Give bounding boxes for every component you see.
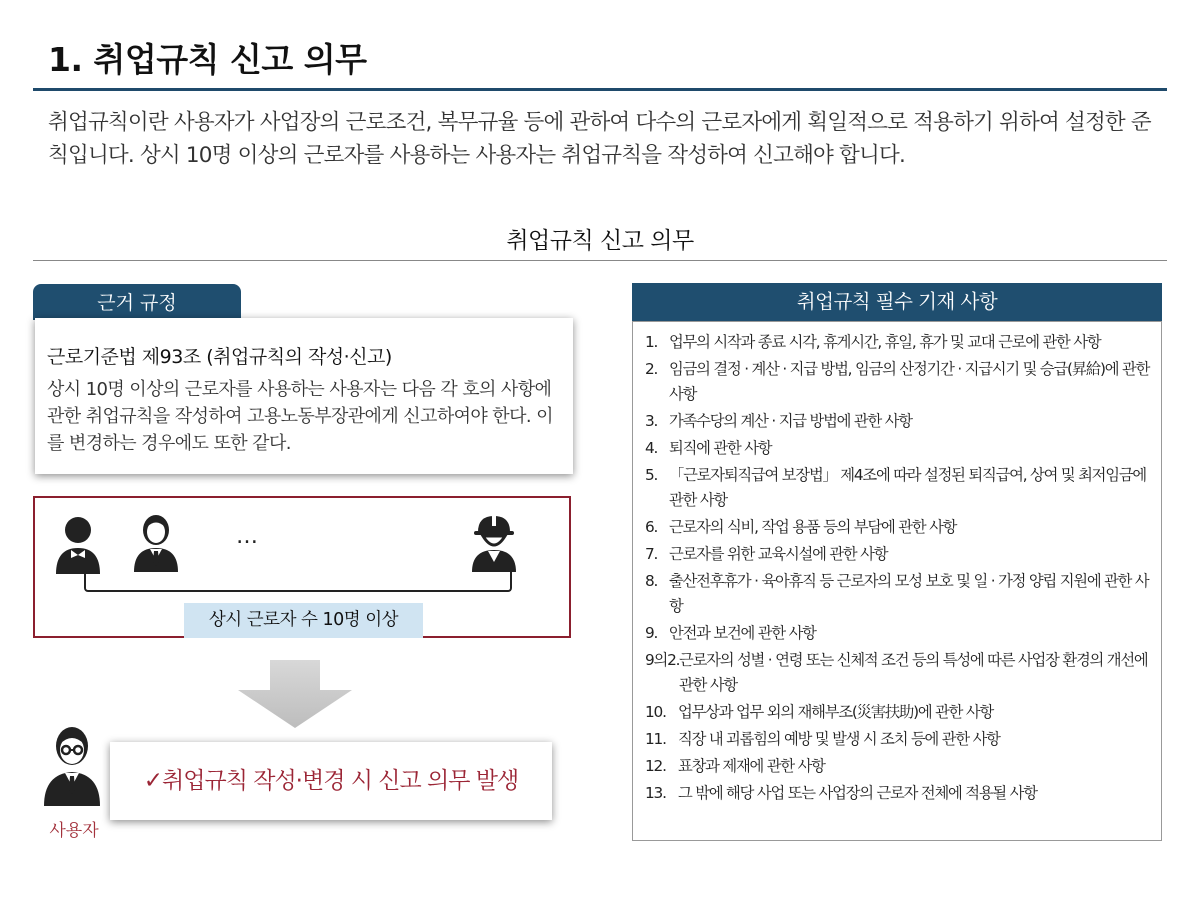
requirement-number: 13. <box>645 784 666 802</box>
requirements-header: 취업규칙 필수 기재 사항 <box>632 283 1162 321</box>
law-title: 근로기준법 제93조 (취업규칙의 작성·신고) <box>47 346 392 368</box>
duty-callout: ✓취업규칙 작성·변경 시 신고 의무 발생 <box>110 742 552 820</box>
requirement-item <box>645 621 1157 646</box>
section-divider <box>33 260 1167 261</box>
requirement-item <box>645 409 1157 434</box>
requirement-text: 안전과 보건에 관한 사항 <box>669 624 816 642</box>
requirement-item <box>645 357 1157 407</box>
construction-worker-icon <box>466 510 522 574</box>
requirement-number: 9의2. <box>645 651 680 669</box>
title-divider <box>33 88 1167 91</box>
requirement-item <box>645 515 1157 540</box>
employer-label: 사용자 <box>49 821 99 841</box>
requirement-item <box>645 754 1157 779</box>
requirement-item <box>645 463 1157 513</box>
person-suit-icon <box>128 510 184 574</box>
requirement-item <box>645 727 1157 752</box>
requirement-text: 업무상과 업무 외의 재해부조(災害扶助)에 관한 사항 <box>678 703 994 721</box>
requirement-text: 출산전후휴가 · 육아휴직 등 근로자의 모성 보호 및 일 · 가정 양립 지원에 관한 사항 <box>669 572 1149 615</box>
requirement-number: 12. <box>645 757 666 775</box>
requirement-number: 3. <box>645 412 658 430</box>
law-box <box>35 318 573 474</box>
requirement-text: 표창과 제재에 관한 사항 <box>678 757 825 775</box>
page-title: 1. 취업규칙 신고 의무 <box>48 40 367 79</box>
intro-paragraph: 취업규칙이란 사용자가 사업장의 근로조건, 복무규율 등에 관하여 다수의 근로자에게 획일적으로 적용하기 위하여 설정한 준칙입니다. 상시 10명 이상의 근로자를 사용하는 사용자는 취업규칙을 작성하여 신고해야 합니다. <box>48 110 1151 168</box>
ellipsis: … <box>236 524 260 549</box>
requirement-item <box>645 569 1157 619</box>
employer-glasses-icon <box>40 724 104 808</box>
requirement-number: 5. <box>645 466 658 484</box>
person-bowtie-icon <box>50 512 106 576</box>
requirement-number: 7. <box>645 545 658 563</box>
requirement-item <box>645 648 1157 698</box>
requirement-text: 근로자의 성별 · 연령 또는 신체적 조건 등의 특성에 따른 사업장 환경의 개선에 관한 사항 <box>679 651 1148 694</box>
requirement-number: 4. <box>645 439 658 457</box>
requirement-number: 11. <box>645 730 666 748</box>
requirement-number: 9. <box>645 624 658 642</box>
requirement-text: 「근로자퇴직급여 보장법」 제4조에 따라 설정된 퇴직급여, 상여 및 최저임금에 관한 사항 <box>669 466 1146 509</box>
requirement-number: 8. <box>645 572 658 590</box>
requirement-text: 직장 내 괴롭힘의 예방 및 발생 시 조치 등에 관한 사항 <box>678 730 1000 748</box>
requirement-text: 퇴직에 관한 사항 <box>669 439 772 457</box>
requirement-number: 10. <box>645 703 666 721</box>
requirement-number: 1. <box>645 333 658 351</box>
requirement-text: 업무의 시작과 종료 시각, 휴게시간, 휴일, 휴가 및 교대 근로에 관한 사항 <box>669 333 1101 351</box>
requirement-item <box>645 700 1157 725</box>
requirement-text: 임금의 결정 · 계산 · 지급 방법, 임금의 산정기간 · 지급시기 및 승급(昇給)에 관한 사항 <box>669 360 1150 403</box>
section-title: 취업규칙 신고 의무 <box>506 228 694 254</box>
requirement-item <box>645 330 1157 355</box>
requirement-text: 근로자를 위한 교육시설에 관한 사항 <box>669 545 888 563</box>
requirement-text: 그 밖에 해당 사업 또는 사업장의 근로자 전체에 적용될 사항 <box>678 784 1037 802</box>
condition-label: 상시 근로자 수 10명 이상 <box>184 603 423 638</box>
requirement-item <box>645 542 1157 567</box>
requirement-number: 2. <box>645 360 658 378</box>
down-arrow-icon <box>238 660 352 732</box>
requirement-item <box>645 781 1157 806</box>
requirement-text: 가족수당의 계산 · 지급 방법에 관한 사항 <box>669 412 912 430</box>
requirement-number: 6. <box>645 518 658 536</box>
requirements-list <box>645 330 1157 808</box>
basis-tab: 근거 규정 <box>33 284 241 320</box>
group-bracket <box>84 576 512 592</box>
requirement-text: 근로자의 식비, 작업 용품 등의 부담에 관한 사항 <box>669 518 957 536</box>
requirements-box <box>632 321 1162 841</box>
law-text: 상시 10명 이상의 근로자를 사용하는 사용자는 다음 각 호의 사항에 관한 취업규칙을 작성하여 고용노동부장관에게 신고하여야 한다. 이를 변경하는 경우에도 또한 같다. <box>47 379 553 454</box>
requirement-item <box>645 436 1157 461</box>
